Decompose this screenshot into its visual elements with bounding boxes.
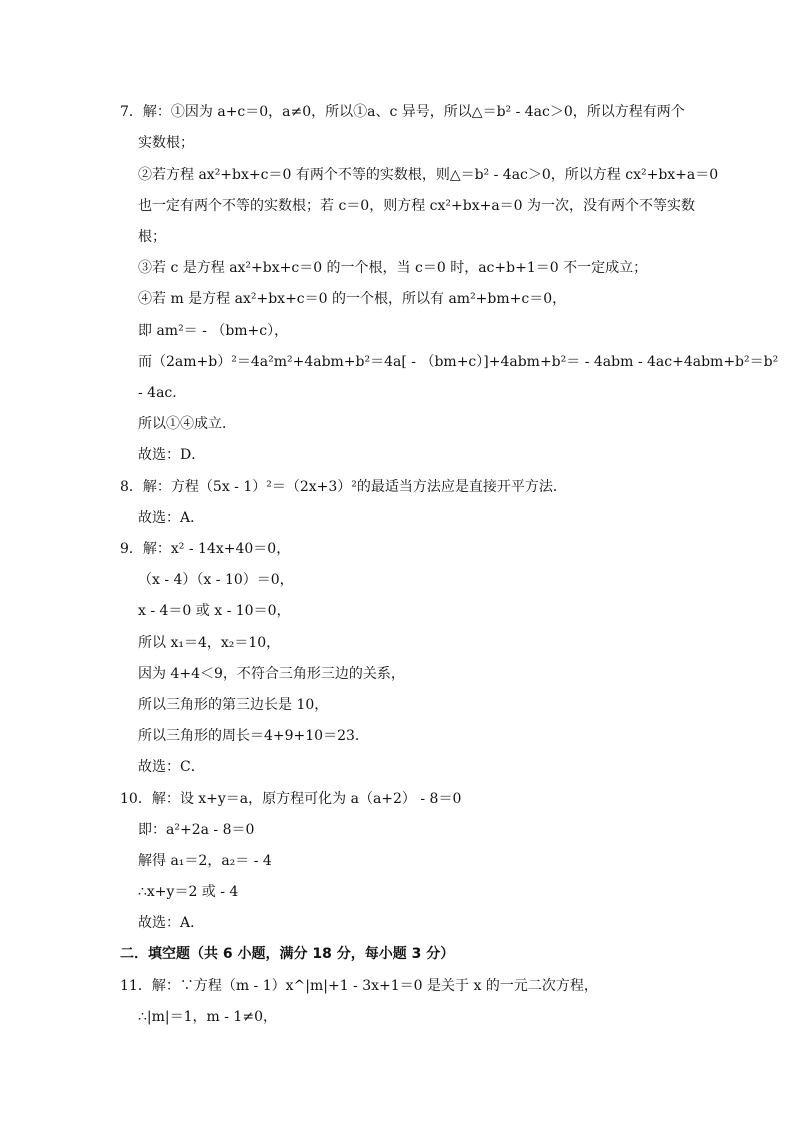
q7-line-9: 而（2am+b）²＝4a²m²+4abm+b²＝4a[ - （bm+c）]+4abm+b²＝ - 4abm - 4ac+4abm+b²＝b² xyxy=(138,354,779,370)
q9-line-6: 所以三角形的第三边长是 10， xyxy=(138,697,329,713)
q7-line-1: 7．解：①因为 a+c＝0，a≠0，所以①a、c 异号，所以△＝b² - 4ac＞0，所以方程有两个 xyxy=(120,104,685,120)
q7-line-7: ④若 m 是方程 ax²+bx+c＝0 的一个根，所以有 am²+bm+c＝0， xyxy=(138,291,567,307)
q7-line-4: 也一定有两个不等的实数根；若 c＝0，则方程 cx²+bx+a＝0 为一次，没有两个不等实数 xyxy=(138,198,696,214)
q7-line-10: - 4ac． xyxy=(138,385,187,401)
q10-line-1: 10．解：设 x+y＝a，原方程可化为 a（a+2） - 8＝0 xyxy=(120,791,462,807)
q9-answer: 故选：C． xyxy=(138,759,205,775)
q7-line-2: 实数根； xyxy=(138,135,194,151)
q10-line-2: 即：a²+2a - 8＝0 xyxy=(138,822,255,838)
q8-line-1: 8．解：方程（5x - 1）²＝（2x+3）²的最适当方法应是直接开平方法． xyxy=(120,479,567,495)
q10-line-4: ∴x+y＝2 或 - 4 xyxy=(138,884,239,900)
q8-answer: 故选：A． xyxy=(138,510,205,526)
section-heading-fill-in: 二．填空题（共 6 小题，满分 18 分，每小题 3 分） xyxy=(120,946,455,962)
q7-line-6: ③若 c 是方程 ax²+bx+c＝0 的一个根，当 c＝0 时，ac+b+1＝0 不一定成立； xyxy=(138,260,648,276)
q9-line-7: 所以三角形的周长＝4+9+10＝23． xyxy=(138,728,369,744)
q9-line-1: 9．解：x² - 14x+40＝0， xyxy=(120,541,291,557)
q11-line-1: 11．解：∵方程（m - 1）x^|m|+1 - 3x+1＝0 是关于 x 的一元二次方程， xyxy=(120,978,598,994)
q9-line-4: 所以 x₁＝4，x₂＝10， xyxy=(138,635,281,651)
q9-line-5: 因为 4+4＜9，不符合三角形三边的关系， xyxy=(138,666,405,682)
q7-line-11: 所以①④成立． xyxy=(138,416,236,432)
q7-answer: 故选：D． xyxy=(138,447,206,463)
q7-line-5: 根； xyxy=(138,229,166,245)
q10-line-3: 解得 a₁＝2，a₂＝ - 4 xyxy=(138,853,272,869)
q10-answer: 故选：A． xyxy=(138,915,205,931)
q7-line-3: ②若方程 ax²+bx+c＝0 有两个不等的实数根，则△＝b² - 4ac＞0，所以方程 cx²+bx+a＝0 xyxy=(138,167,719,183)
q9-line-3: x - 4＝0 或 x - 10＝0， xyxy=(138,603,291,619)
q11-line-2: ∴|m|＝1，m - 1≠0， xyxy=(138,1009,277,1025)
q9-line-2: （x - 4）（x - 10）＝0， xyxy=(138,572,294,588)
q7-line-8: 即 am²＝ - （bm+c）， xyxy=(138,323,289,339)
